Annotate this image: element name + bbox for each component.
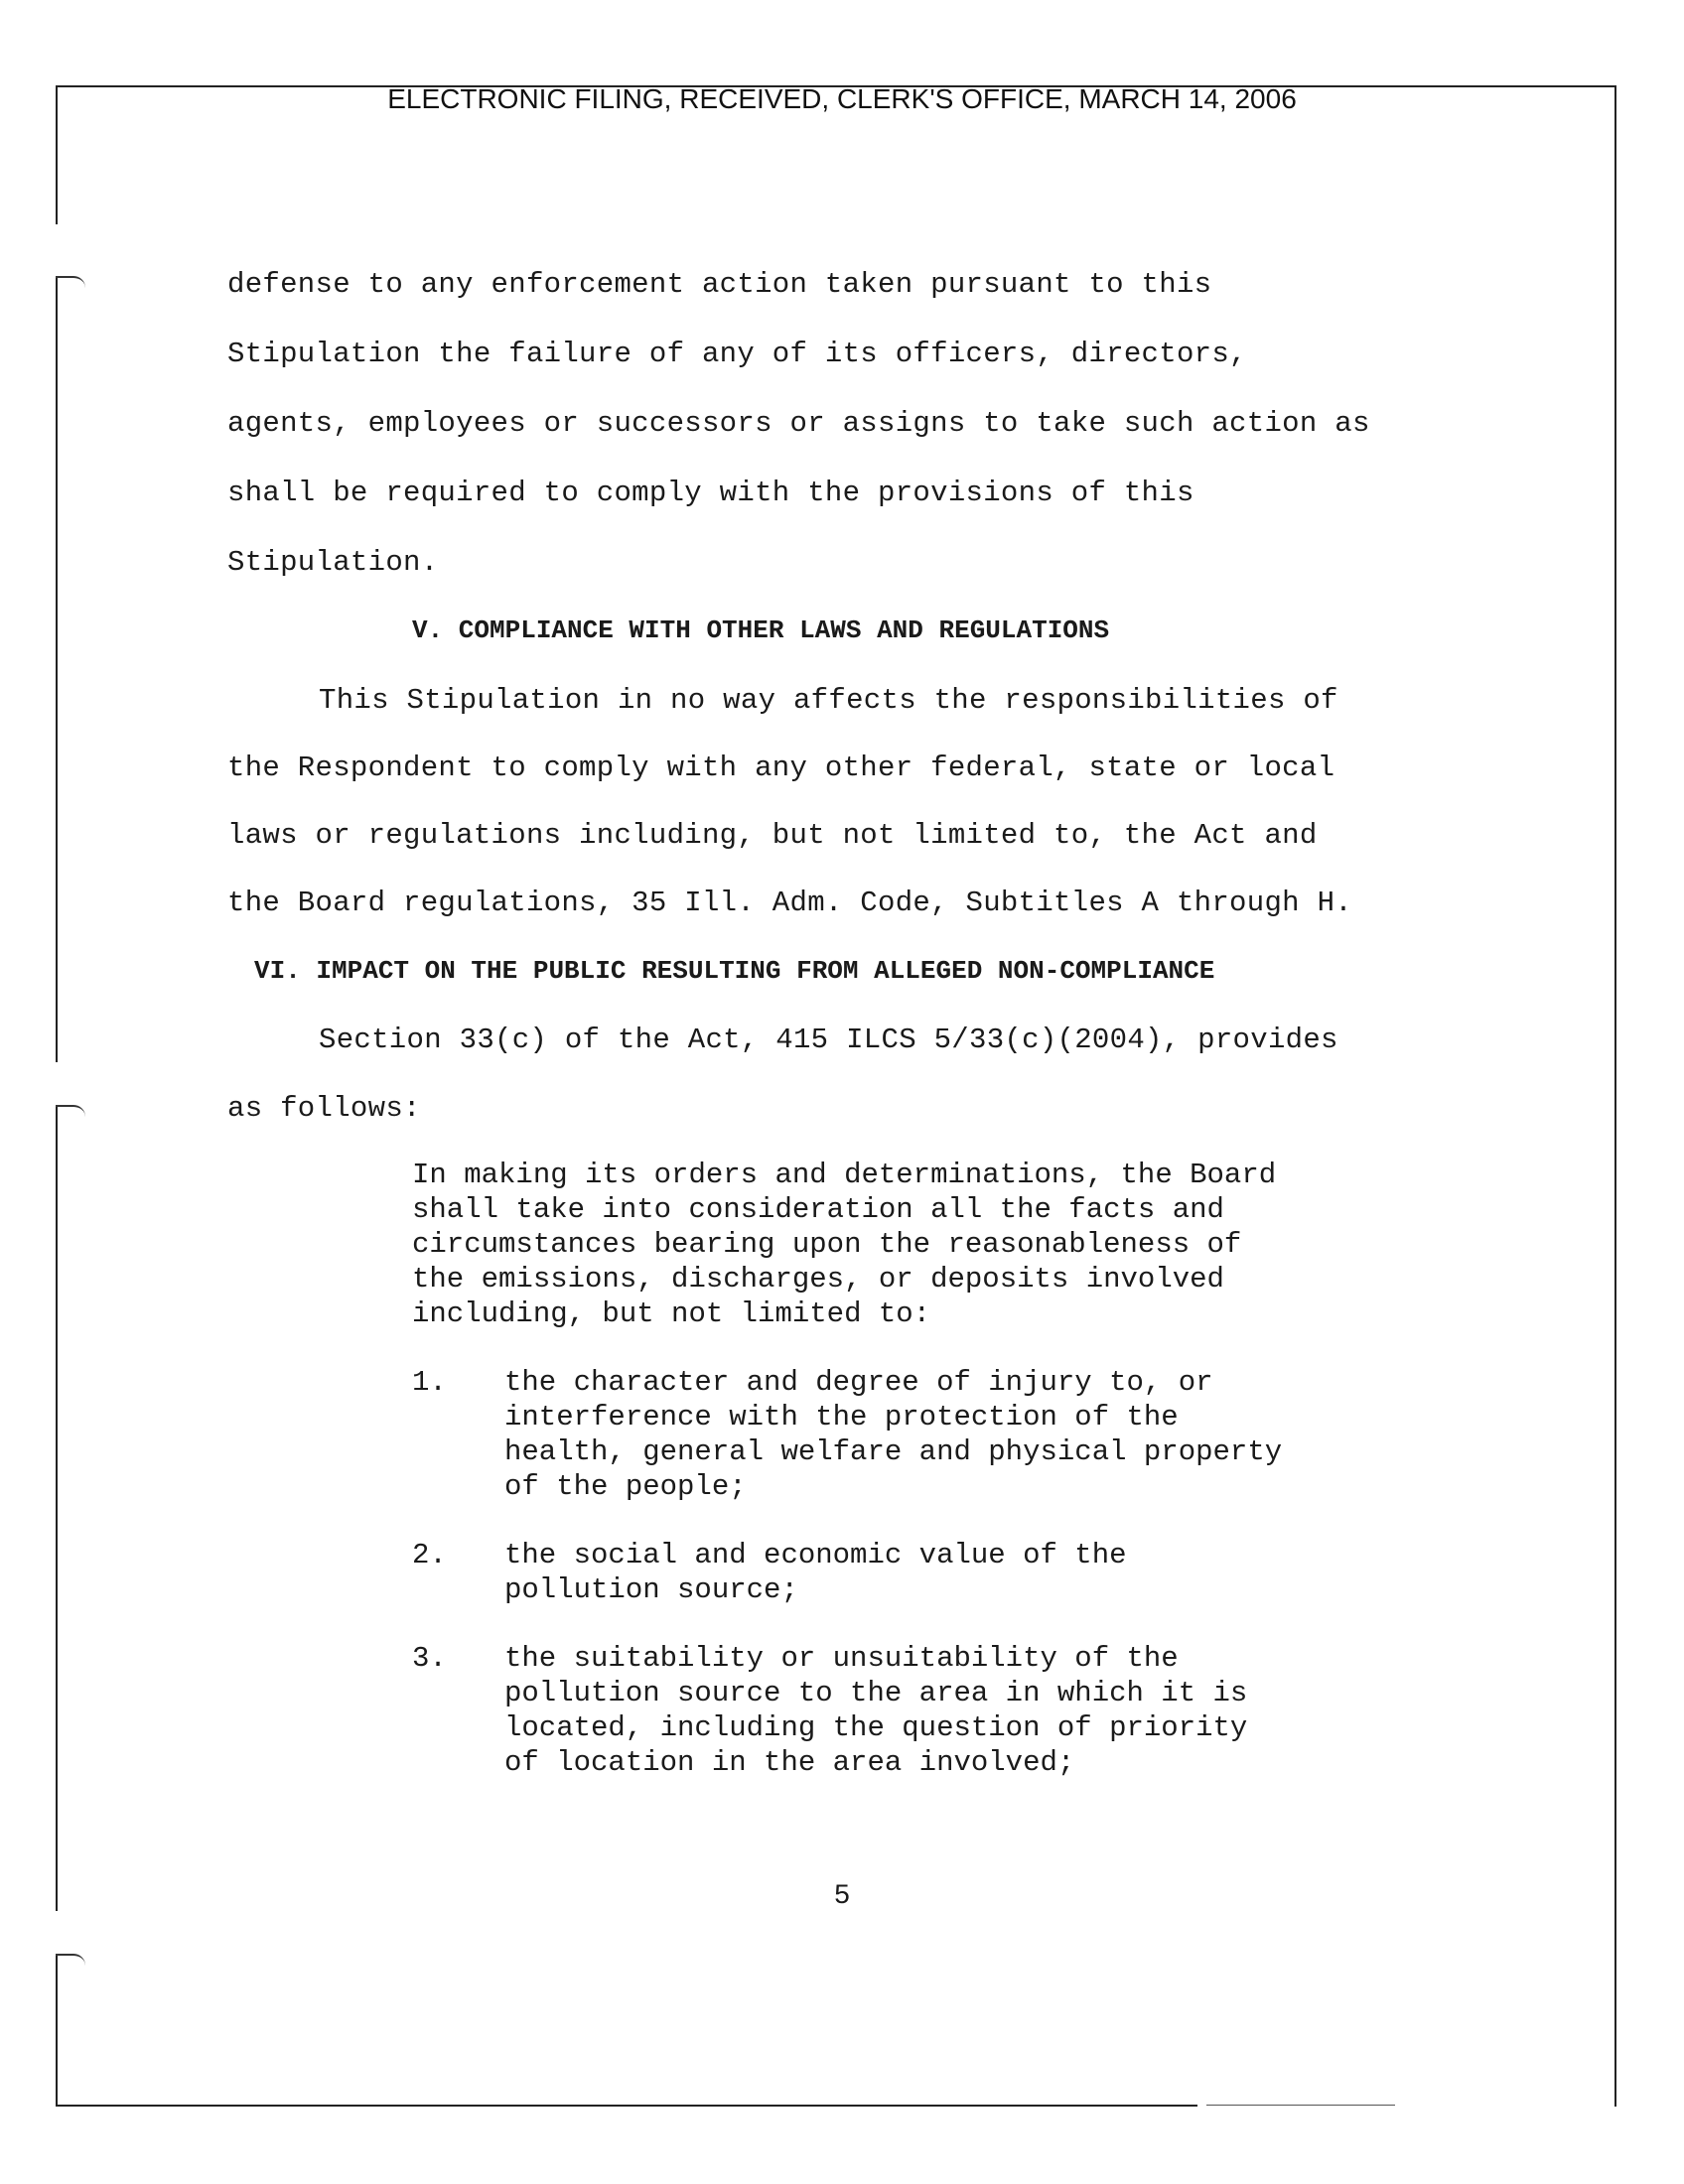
scan-bracket-mark [56,1954,85,1966]
page-frame-right [1614,85,1616,2107]
list-item-line: located, including the question of priority [504,1711,1248,1744]
page-frame-bottom [1206,2105,1395,2106]
list-item-line: of location in the area involved; [504,1746,1075,1779]
quote-line: In making its orders and determinations, the Board [412,1159,1277,1191]
list-item-line: of the people; [504,1470,747,1503]
quote-line: including, but not limited to: [412,1297,931,1330]
page-frame-left [56,1107,58,1911]
text-line: Section 33(c) of the Act, 415 ILCS 5/33(c)(2004), provides [319,1024,1338,1056]
text-line: as follows: [227,1092,421,1125]
list-item-number: 1. [412,1366,447,1399]
filing-header: ELECTRONIC FILING, RECEIVED, CLERK'S OFFICE, MARCH 14, 2006 [387,83,1297,114]
text-line: Stipulation the failure of any of its officers, directors, [227,338,1247,370]
quote-line: circumstances bearing upon the reasonableness of [412,1228,1242,1261]
section-heading: V. COMPLIANCE WITH OTHER LAWS AND REGULATIONS [412,615,1110,645]
quote-line: shall take into consideration all the facts and [412,1193,1224,1226]
list-item-line: the suitability or unsuitability of the [504,1642,1179,1675]
text-line: laws or regulations including, but not limited to, the Act and [227,819,1318,852]
section-heading: VI. IMPACT ON THE PUBLIC RESULTING FROM ALLEGED NON-COMPLIANCE [254,956,1215,986]
scan-bracket-mark [56,276,85,288]
list-item-line: the social and economic value of the [504,1539,1127,1571]
scan-bracket-mark [56,1105,85,1117]
text-line: shall be required to comply with the provisions of this [227,477,1194,509]
quote-line: the emissions, discharges, or deposits involved [412,1263,1224,1296]
list-item-line: interference with the protection of the [504,1401,1179,1433]
page-frame-left [56,1956,58,2105]
page-frame-bottom [56,2105,1197,2107]
page-number: 5 [833,1881,851,1912]
list-item-line: pollution source to the area in which it is [504,1677,1248,1709]
list-item-line: pollution source; [504,1573,798,1606]
list-item-number: 3. [412,1642,447,1675]
text-line: the Respondent to comply with any other federal, state or local [227,751,1335,784]
text-line: This Stipulation in no way affects the responsibilities of [319,684,1338,717]
text-line: the Board regulations, 35 Ill. Adm. Code, Subtitles A through H. [227,887,1352,919]
text-line: agents, employees or successors or assigns to take such action as [227,407,1370,440]
text-line: Stipulation. [227,546,439,579]
text-line: defense to any enforcement action taken pursuant to this [227,268,1212,301]
list-item-line: the character and degree of injury to, or [504,1366,1213,1399]
list-item-number: 2. [412,1539,447,1571]
list-item-line: health, general welfare and physical property [504,1435,1283,1468]
page-frame-left [56,278,58,1062]
